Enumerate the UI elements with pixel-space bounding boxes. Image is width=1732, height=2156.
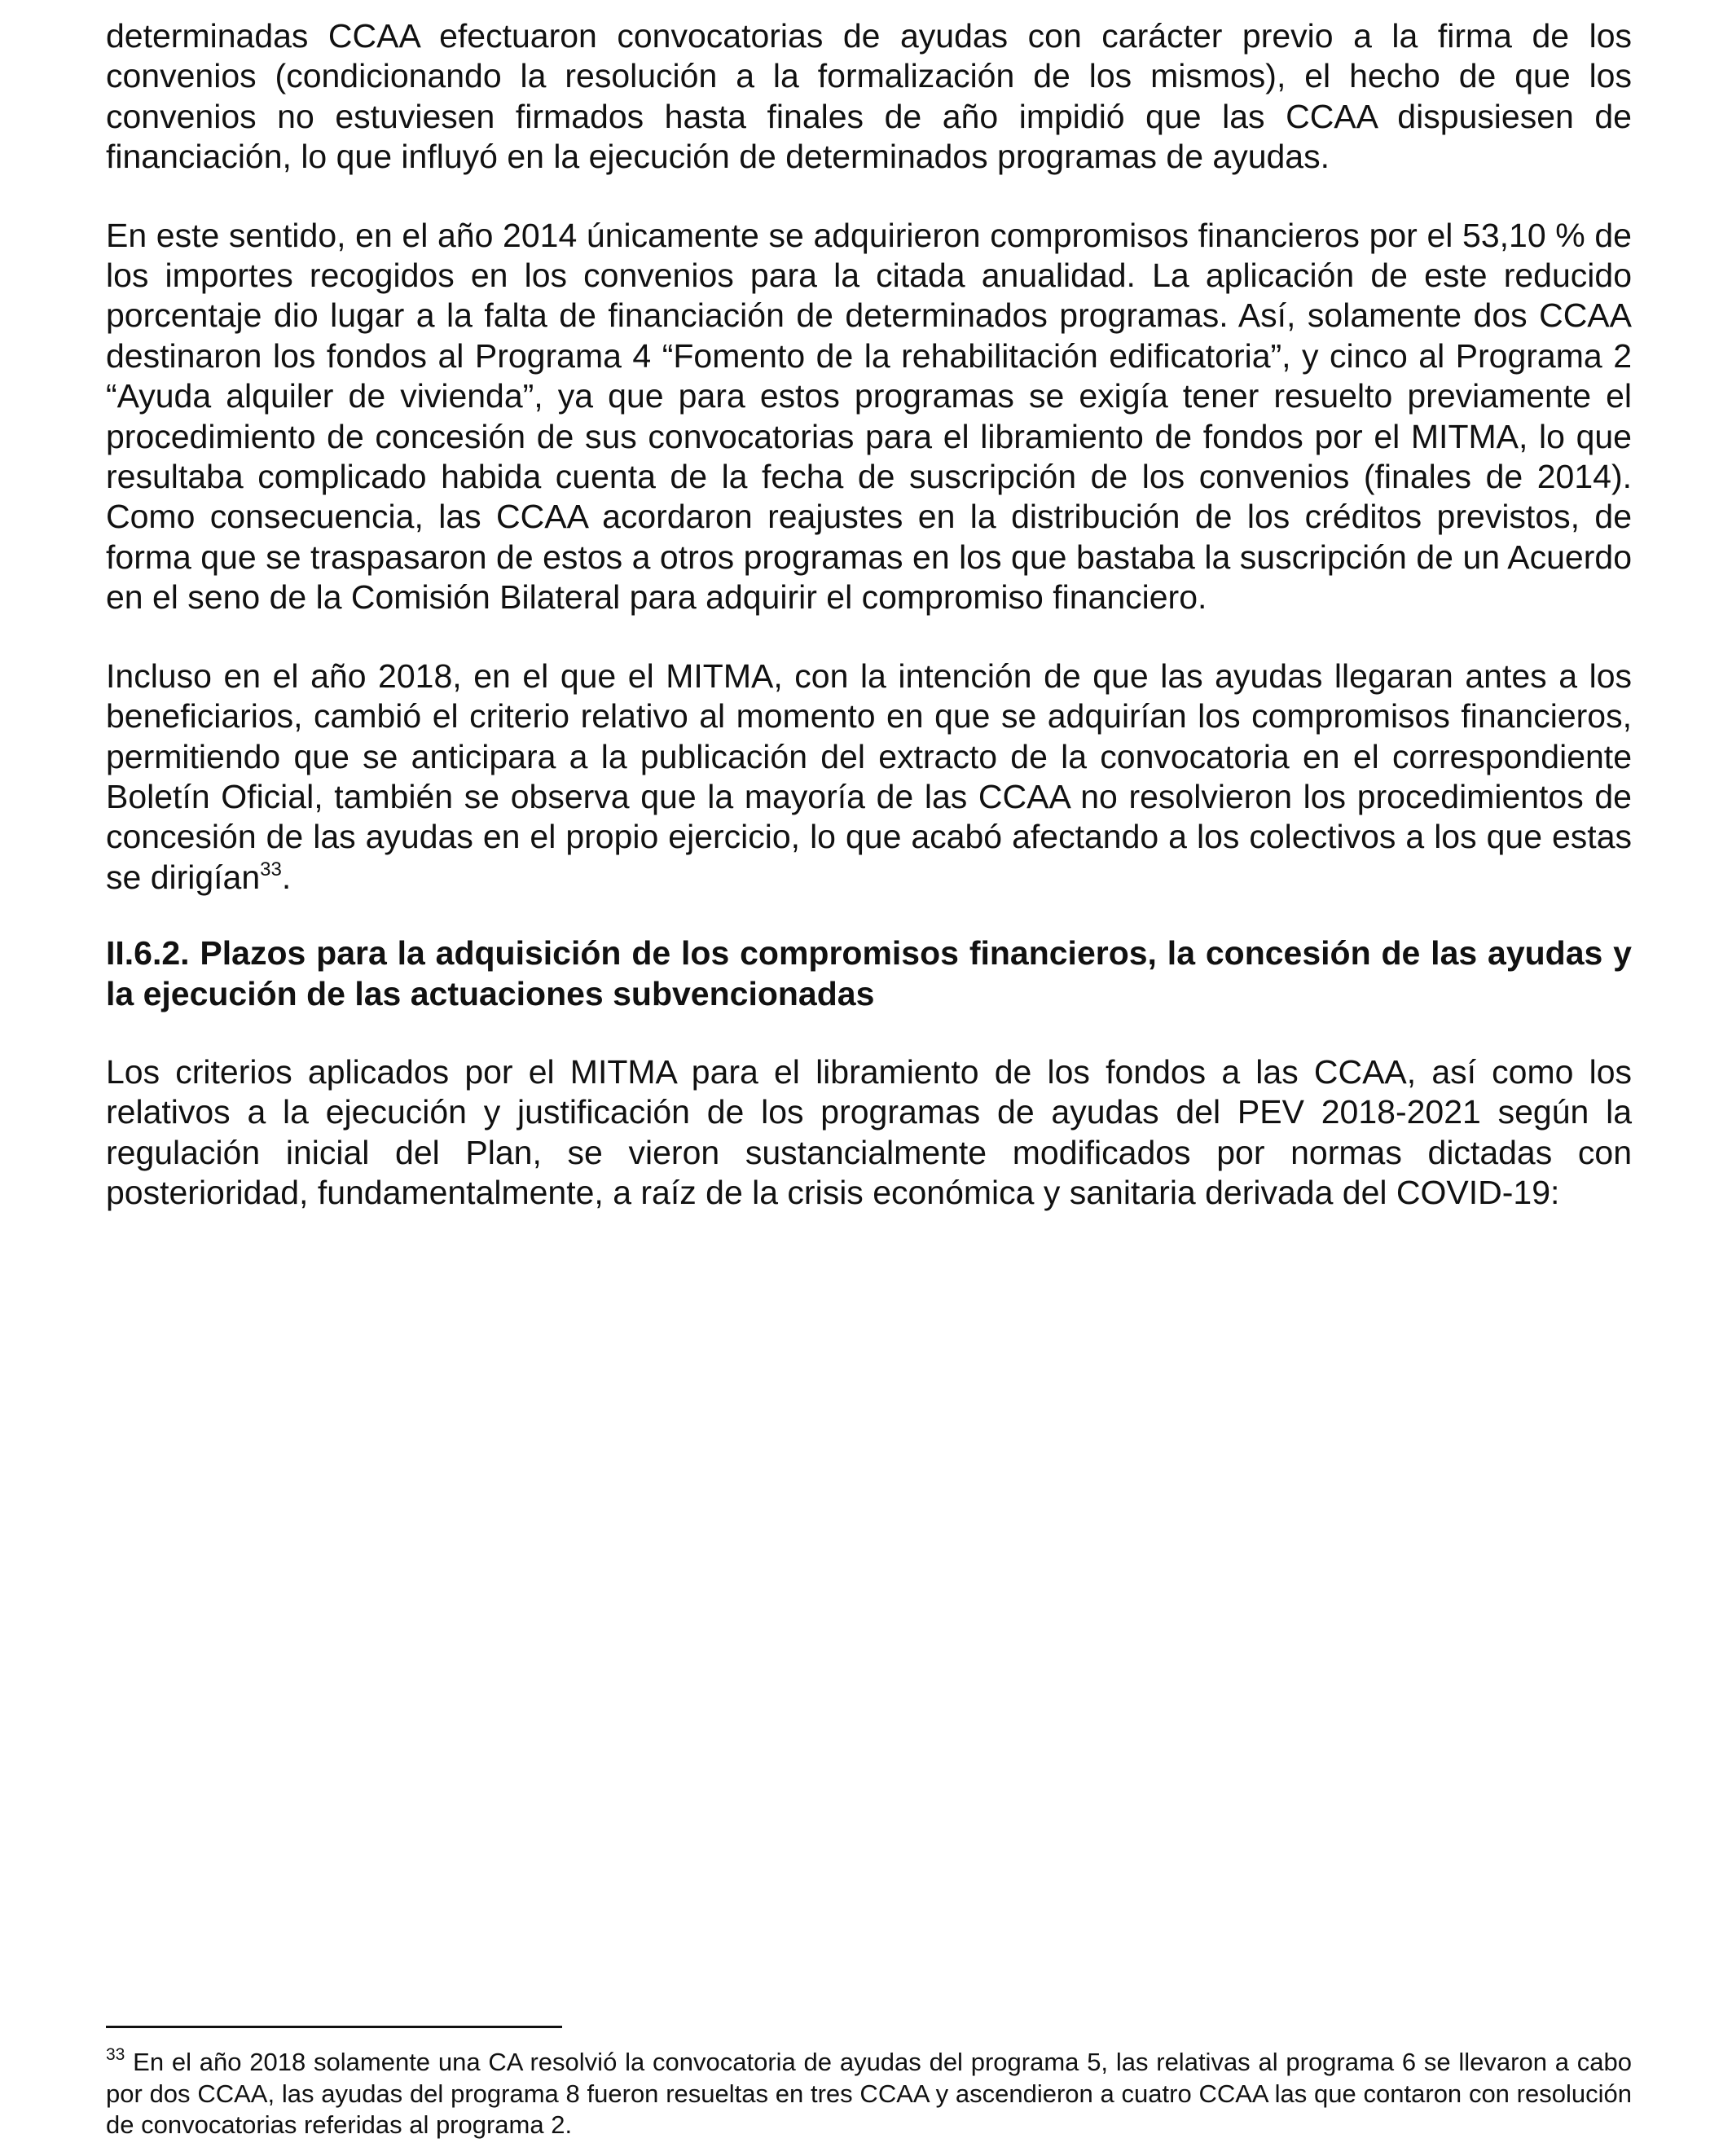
paragraph-1: determinadas CCAA efectuaron convocatorias de ayudas con carácter previo a la firma de los convenios (condicionando la resolución a la formalización de los mismos), el hecho de que los convenios no estuviesen firmados hasta finales de año impidió que las CCAA dispusiesen de financiación, lo que influyó en la ejecución de determinados programas de ayudas. [106,17,1632,176]
footnote-33 [106,2047,1632,2141]
paragraph-3-end: . [281,858,292,896]
document-body [106,16,1632,1214]
footnote-separator [106,2026,562,2028]
footnote-text: En el año 2018 solamente una CA resolvió la convocatoria de ayudas del programa 5, las relativas al programa 6 se llevaron a cabo por dos CCAA, las ayudas del programa 8 fueron resueltas en tres CCAA y ascendieron a cuatro CCAA las que contaron con resolución de convocatorias referidas al programa 2. [106,2048,1632,2139]
paragraph-3 [106,656,1632,898]
paragraph-2: En este sentido, en el año 2014 únicamente se adquirieron compromisos financieros por el 53,10 % de los importes recogidos en los convenios para la citada anualidad. La aplicación de este reducido porcentaje dio lugar a la falta de financiación de determinados programas. Así, solamente dos CCAA destinaron los fondos al Programa 4 “Fomento de la rehabilitación edificatoria”, y cinco al Programa 2 “Ayuda alquiler de vivienda”, ya que para estos programas se exigía tener resuelto previamente el procedimiento de concesión de sus convocatorias para el libramiento de fondos por el MITMA, lo que resultaba complicado habida cuenta de la fecha de suscripción de los convenios (finales de 2014). Como consecuencia, las CCAA acordaron reajustes en la distribución de los créditos previstos, de forma que se traspasaron de estos a otros programas en los que bastaba la suscripción de un Acuerdo en el seno de la Comisión Bilateral para adquirir el compromiso financiero. [106,216,1632,617]
footnote-reference-33[interactable]: 33 [260,858,282,880]
paragraph-3-text: Incluso en el año 2018, en el que el MITMA, con la intención de que las ayudas llegaran antes a los beneficiarios, cambió el criterio relativo al momento en que se adquirían los compromisos financieros, permitiendo que se anticipara a la publicación del extracto de la convocatoria en el correspondiente Boletín Oficial, también se observa que la mayoría de las CCAA no resolvieron los procedimientos de concesión de las ayudas en el propio ejercicio, lo que acabó afectando a los colectivos a los que estas se dirigían [106,656,1632,896]
paragraph-4: Los criterios aplicados por el MITMA para el libramiento de los fondos a las CCAA, así como los relativos a la ejecución y justificación de los programas de ayudas del PEV 2018-2021 según la regulación inicial del Plan, se vieron sustancialmente modificados por normas dictadas con posterioridad, fundamentalmente, a raíz de la crisis económica y sanitaria derivada del COVID-19: [106,1052,1632,1212]
section-heading: II.6.2. Plazos para la adquisición de los compromisos financieros, la concesión de las ayudas y la ejecución de las actuaciones subvencionadas [106,934,1632,1012]
footnote-number: 33 [106,2045,125,2064]
